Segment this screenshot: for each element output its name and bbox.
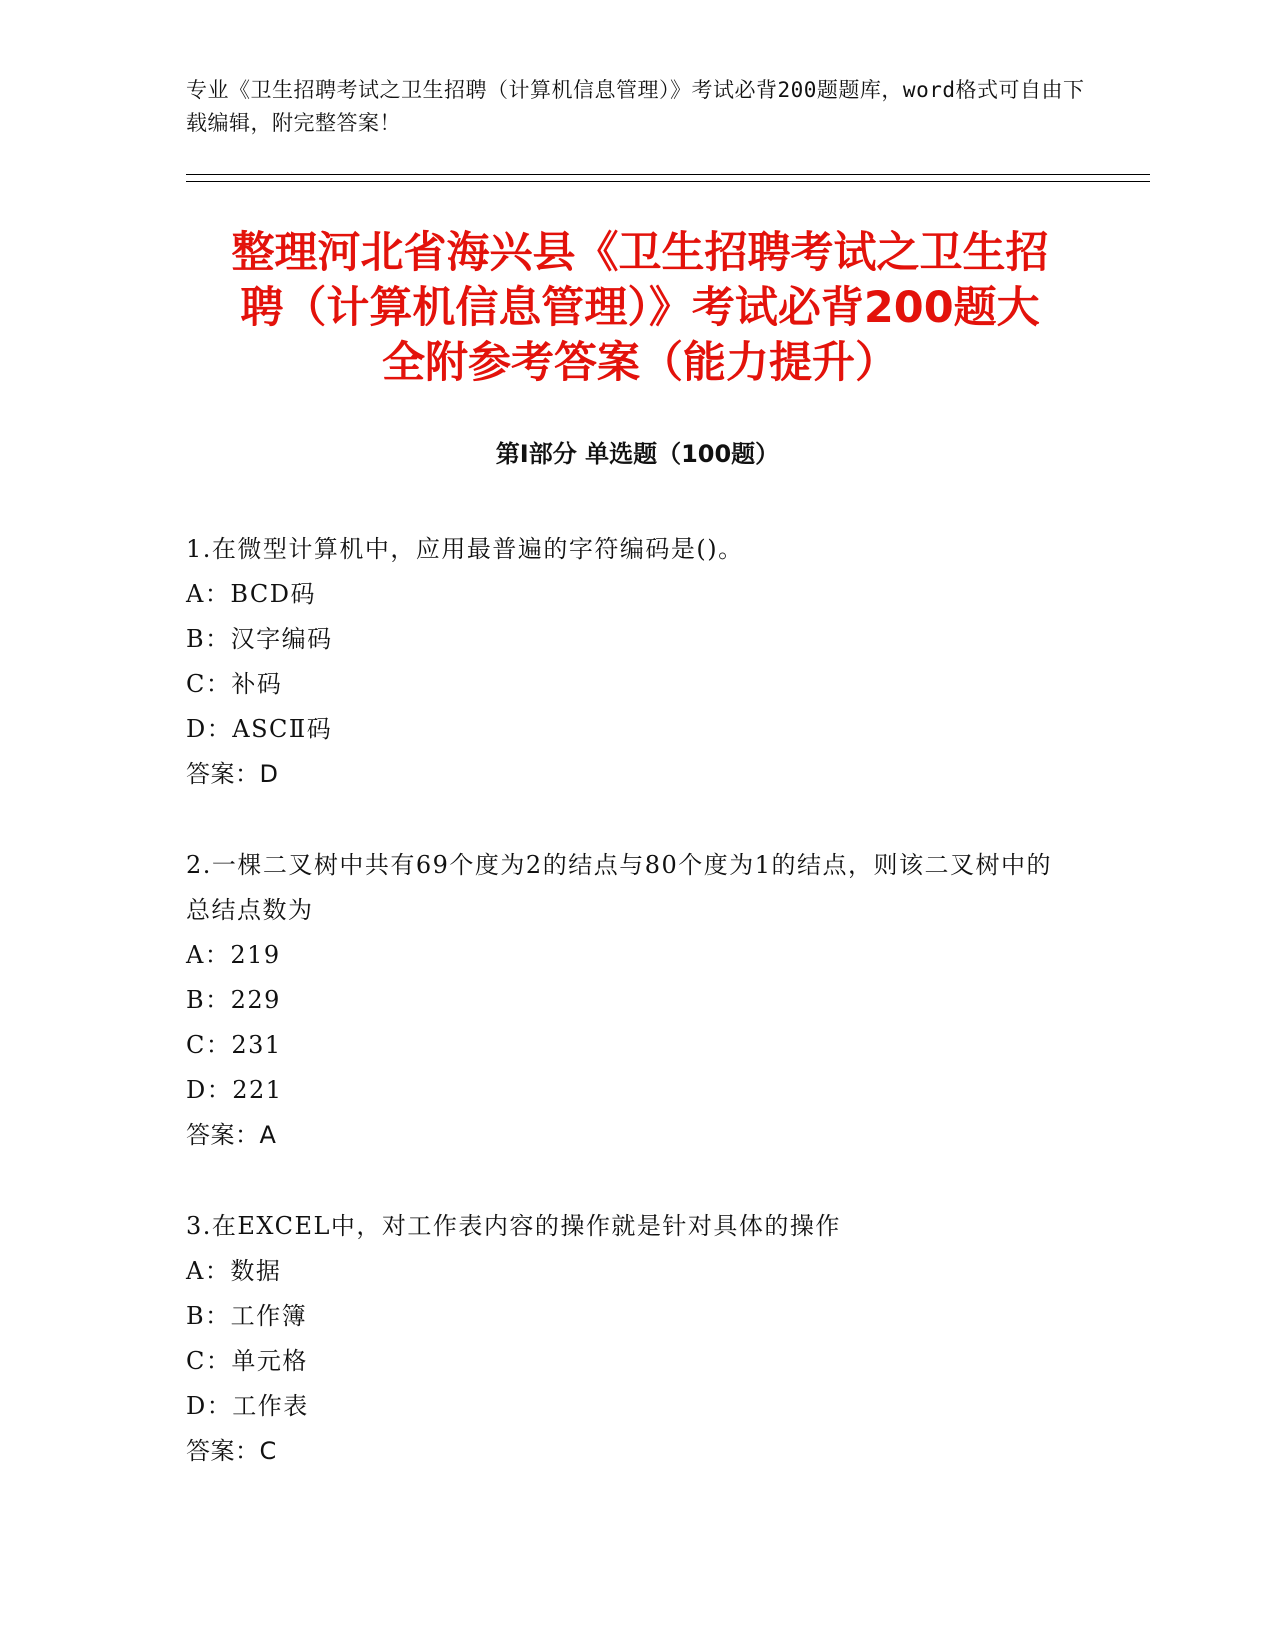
- question-3: [186, 1204, 1066, 1474]
- section-heading: 第Ⅰ部分 单选题（100题）: [495, 440, 780, 468]
- document-title: [160, 226, 1120, 391]
- option-c: C：补码: [186, 670, 283, 698]
- option-c: C：单元格: [186, 1347, 308, 1375]
- question-1: [186, 527, 1066, 797]
- option-b: B：工作簿: [186, 1302, 308, 1330]
- question-stem: 1.在微型计算机中，应用最普遍的字符编码是()。: [186, 535, 744, 563]
- option-a: A：219: [186, 941, 281, 969]
- option-a: A：数据: [186, 1257, 282, 1285]
- document-title-line-3: 全附参考答案（能力提升）: [382, 338, 898, 388]
- question-2: [186, 843, 1066, 1158]
- option-c: C：231: [186, 1031, 282, 1059]
- option-a: A：BCD码: [186, 580, 317, 608]
- question-stem: 3.在EXCEL中，对工作表内容的操作就是针对具体的操作: [186, 1212, 841, 1240]
- option-d: D：ASCⅡ码: [186, 715, 333, 743]
- document-title-line-2: 聘（计算机信息管理）》考试必背200题大: [240, 283, 1040, 333]
- answer: 答案：A: [186, 1121, 277, 1149]
- option-b: B：229: [186, 986, 281, 1014]
- option-d: D：221: [186, 1076, 283, 1104]
- header-divider-top: [186, 174, 1150, 175]
- header-note: 专业《卫生招聘考试之卫生招聘（计算机信息管理）》考试必背200题题库，word格式可自由下载编辑，附完整答案！: [186, 78, 1085, 135]
- question-list: [186, 527, 1066, 1520]
- header-divider-bottom: [186, 181, 1150, 182]
- answer: 答案：C: [186, 1437, 277, 1465]
- document-title-line-1: 整理河北省海兴县《卫生招聘考试之卫生招: [231, 228, 1049, 278]
- option-d: D：工作表: [186, 1392, 309, 1420]
- question-stem: 2.一棵二叉树中共有69个度为2的结点与80个度为1的结点，则该二叉树中的总结点数为: [186, 851, 1053, 924]
- answer: 答案：D: [186, 760, 279, 788]
- option-b: B：汉字编码: [186, 625, 333, 653]
